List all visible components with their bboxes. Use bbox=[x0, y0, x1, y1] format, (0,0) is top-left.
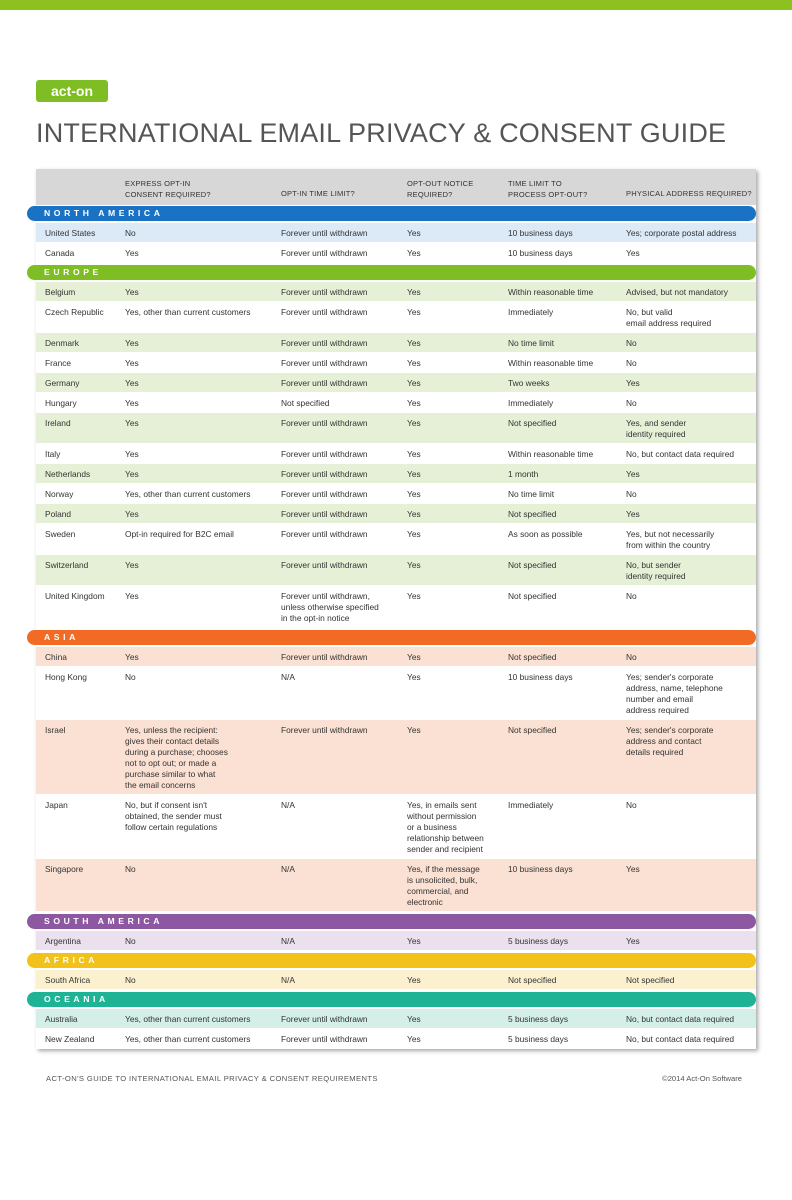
cell-express-opt-in: Yes bbox=[125, 248, 139, 258]
cell-country: Hungary bbox=[45, 398, 77, 408]
cell-express-opt-in: No bbox=[125, 228, 136, 238]
cell-express-opt-in: Yes bbox=[125, 591, 139, 601]
cell-physical-address: Yes; corporate postal address bbox=[626, 228, 737, 238]
cell-opt-in-time-limit: N/A bbox=[281, 975, 295, 985]
cell-opt-out-notice: Yes bbox=[407, 248, 421, 258]
header-opt-in-time-limit: OPT-IN TIME LIMIT? bbox=[281, 189, 355, 198]
table-row bbox=[36, 333, 756, 353]
cell-opt-out-time-limit: As soon as possible bbox=[508, 529, 583, 539]
cell-country: Sweden bbox=[45, 529, 76, 539]
cell-opt-in-time-limit: Forever until withdrawn bbox=[281, 287, 368, 297]
cell-opt-out-notice: Yes bbox=[407, 1034, 421, 1044]
cell-opt-out-notice: Yes bbox=[407, 228, 421, 238]
header-express-opt-in: EXPRESS OPT-IN CONSENT REQUIRED? bbox=[125, 179, 211, 199]
cell-express-opt-in: Yes bbox=[125, 287, 139, 297]
header-opt-out-notice: OPT-OUT NOTICE REQUIRED? bbox=[407, 179, 474, 199]
cell-country: Japan bbox=[45, 800, 68, 810]
table-body bbox=[36, 206, 756, 1049]
cell-country: Denmark bbox=[45, 338, 79, 348]
cell-express-opt-in: No bbox=[125, 975, 136, 985]
cell-express-opt-in: Yes bbox=[125, 469, 139, 479]
header-country bbox=[36, 169, 116, 205]
table-row bbox=[36, 353, 756, 373]
cell-opt-in-time-limit: Forever until withdrawn bbox=[281, 418, 368, 428]
table-row bbox=[36, 282, 756, 302]
cell-physical-address: No bbox=[626, 338, 637, 348]
cell-express-opt-in: No bbox=[125, 672, 136, 682]
table-row bbox=[36, 720, 756, 795]
cell-opt-in-time-limit: Forever until withdrawn bbox=[281, 307, 368, 317]
table-row bbox=[36, 586, 756, 628]
cell-opt-out-time-limit: Not specified bbox=[508, 418, 557, 428]
header-time-limit-opt-out: TIME LIMIT TO PROCESS OPT-OUT? bbox=[508, 179, 588, 199]
cell-opt-in-time-limit: Forever until withdrawn bbox=[281, 529, 368, 539]
cell-opt-out-time-limit: 1 month bbox=[508, 469, 539, 479]
table-row bbox=[36, 859, 756, 912]
footer-copyright: ©2014 Act-On Software bbox=[662, 1074, 742, 1083]
cell-opt-out-time-limit: Within reasonable time bbox=[508, 358, 594, 368]
cell-physical-address: Yes; sender's corporate address and contact details required bbox=[626, 725, 714, 757]
cell-physical-address: No bbox=[626, 398, 637, 408]
cell-opt-in-time-limit: Forever until withdrawn bbox=[281, 1034, 368, 1044]
table-row bbox=[36, 647, 756, 667]
table-row bbox=[36, 555, 756, 586]
cell-physical-address: No bbox=[626, 489, 637, 499]
cell-opt-in-time-limit: Forever until withdrawn bbox=[281, 338, 368, 348]
cell-opt-out-notice: Yes bbox=[407, 652, 421, 662]
cell-physical-address: Yes bbox=[626, 509, 640, 519]
cell-country: Singapore bbox=[45, 864, 84, 874]
cell-express-opt-in: Yes, other than current customers bbox=[125, 489, 251, 499]
cell-country: United Kingdom bbox=[45, 591, 105, 601]
cell-country: Australia bbox=[45, 1014, 78, 1024]
table-row bbox=[36, 484, 756, 504]
cell-opt-out-notice: Yes bbox=[407, 560, 421, 570]
cell-express-opt-in: No bbox=[125, 936, 136, 946]
cell-country: Argentina bbox=[45, 936, 81, 946]
cell-opt-out-notice: Yes bbox=[407, 509, 421, 519]
table-row bbox=[36, 504, 756, 524]
cell-opt-out-time-limit: 5 business days bbox=[508, 936, 569, 946]
cell-opt-in-time-limit: Forever until withdrawn bbox=[281, 228, 368, 238]
cell-express-opt-in: No bbox=[125, 864, 136, 874]
cell-physical-address: Yes, and sender identity required bbox=[626, 418, 687, 439]
cell-country: Netherlands bbox=[45, 469, 91, 479]
cell-opt-out-time-limit: Within reasonable time bbox=[508, 449, 594, 459]
cell-express-opt-in: Yes bbox=[125, 398, 139, 408]
cell-country: Switzerland bbox=[45, 560, 89, 570]
cell-physical-address: Yes, but not necessarily from within the country bbox=[626, 529, 715, 550]
table-row bbox=[36, 667, 756, 720]
cell-physical-address: Yes bbox=[626, 864, 640, 874]
table-header bbox=[36, 169, 756, 205]
cell-opt-out-notice: Yes bbox=[407, 358, 421, 368]
cell-country: China bbox=[45, 652, 67, 662]
cell-opt-out-notice: Yes bbox=[407, 975, 421, 985]
cell-express-opt-in: Yes, unless the recipient: gives their contact details during a purchase; chooses not to opt out; or made a purchase similar to what the email concerns bbox=[125, 725, 228, 790]
table-row bbox=[36, 243, 756, 263]
cell-opt-in-time-limit: Forever until withdrawn bbox=[281, 358, 368, 368]
cell-opt-in-time-limit: Forever until withdrawn bbox=[281, 248, 368, 258]
cell-opt-in-time-limit: Forever until withdrawn bbox=[281, 652, 368, 662]
cell-country: Germany bbox=[45, 378, 80, 388]
cell-express-opt-in: Yes bbox=[125, 652, 139, 662]
cell-country: United States bbox=[45, 228, 96, 238]
region-band-europe: EUROPE bbox=[27, 265, 756, 280]
cell-opt-out-notice: Yes bbox=[407, 489, 421, 499]
cell-opt-in-time-limit: N/A bbox=[281, 864, 295, 874]
cell-country: Israel bbox=[45, 725, 66, 735]
cell-opt-in-time-limit: Forever until withdrawn bbox=[281, 1014, 368, 1024]
cell-opt-out-time-limit: Two weeks bbox=[508, 378, 550, 388]
cell-express-opt-in: Yes, other than current customers bbox=[125, 1014, 251, 1024]
top-accent-bar bbox=[0, 0, 792, 10]
page-title: INTERNATIONAL EMAIL PRIVACY & CONSENT GUIDE bbox=[36, 118, 727, 148]
cell-physical-address: No, but contact data required bbox=[626, 1014, 735, 1024]
cell-opt-out-time-limit: Not specified bbox=[508, 975, 557, 985]
cell-express-opt-in: Yes bbox=[125, 338, 139, 348]
region-band-africa: AFRICA bbox=[27, 953, 756, 968]
cell-opt-out-time-limit: 5 business days bbox=[508, 1034, 569, 1044]
cell-opt-out-time-limit: 10 business days bbox=[508, 228, 573, 238]
cell-physical-address: No bbox=[626, 591, 637, 601]
cell-country: Ireland bbox=[45, 418, 71, 428]
cell-express-opt-in: Yes bbox=[125, 378, 139, 388]
table-row bbox=[36, 444, 756, 464]
table-row bbox=[36, 795, 756, 859]
act-on-logo: act-on bbox=[36, 80, 108, 102]
cell-opt-out-time-limit: No time limit bbox=[508, 338, 555, 348]
cell-express-opt-in: No, but if consent isn't obtained, the sender must follow certain regulations bbox=[125, 800, 222, 832]
cell-opt-out-time-limit: 10 business days bbox=[508, 864, 573, 874]
cell-opt-in-time-limit: Forever until withdrawn bbox=[281, 725, 368, 735]
cell-opt-out-time-limit: Not specified bbox=[508, 725, 557, 735]
cell-physical-address: No bbox=[626, 652, 637, 662]
table-row bbox=[36, 373, 756, 393]
cell-express-opt-in: Yes bbox=[125, 449, 139, 459]
cell-opt-out-notice: Yes bbox=[407, 307, 421, 317]
cell-physical-address: Advised, but not mandatory bbox=[626, 287, 728, 297]
header-physical-address: PHYSICAL ADDRESS REQUIRED? bbox=[626, 189, 752, 198]
cell-opt-out-time-limit: Within reasonable time bbox=[508, 287, 594, 297]
cell-country: New Zealand bbox=[45, 1034, 95, 1044]
region-band-asia: ASIA bbox=[27, 630, 756, 645]
cell-express-opt-in: Yes bbox=[125, 509, 139, 519]
cell-opt-out-time-limit: Not specified bbox=[508, 509, 557, 519]
cell-country: Poland bbox=[45, 509, 72, 519]
cell-opt-out-time-limit: 10 business days bbox=[508, 672, 573, 682]
cell-opt-out-time-limit: Not specified bbox=[508, 591, 557, 601]
cell-physical-address: Not specified bbox=[626, 975, 675, 985]
cell-physical-address: No, but contact data required bbox=[626, 449, 735, 459]
cell-opt-out-notice: Yes bbox=[407, 469, 421, 479]
table-row bbox=[36, 413, 756, 444]
cell-opt-out-time-limit: Immediately bbox=[508, 307, 554, 317]
cell-physical-address: Yes bbox=[626, 469, 640, 479]
cell-physical-address: No, but valid email address required bbox=[626, 307, 712, 328]
cell-opt-out-time-limit: 10 business days bbox=[508, 248, 573, 258]
region-band-north-america: NORTH AMERICA bbox=[27, 206, 756, 221]
cell-opt-in-time-limit: N/A bbox=[281, 936, 295, 946]
cell-opt-in-time-limit: N/A bbox=[281, 800, 295, 810]
cell-express-opt-in: Yes bbox=[125, 358, 139, 368]
cell-physical-address: Yes bbox=[626, 378, 640, 388]
cell-express-opt-in: Opt-in required for B2C email bbox=[125, 529, 234, 539]
table-row bbox=[36, 524, 756, 555]
region-band-oceania: OCEANIA bbox=[27, 992, 756, 1007]
cell-physical-address: No, but sender identity required bbox=[626, 560, 686, 581]
cell-country: Italy bbox=[45, 449, 61, 459]
table-row bbox=[36, 1029, 756, 1049]
cell-opt-out-notice: Yes bbox=[407, 672, 421, 682]
region-band-south-america: SOUTH AMERICA bbox=[27, 914, 756, 929]
table-row bbox=[36, 1009, 756, 1029]
cell-opt-out-notice: Yes bbox=[407, 418, 421, 428]
cell-physical-address: No bbox=[626, 800, 637, 810]
cell-country: France bbox=[45, 358, 72, 368]
cell-express-opt-in: Yes, other than current customers bbox=[125, 1034, 251, 1044]
cell-opt-out-time-limit: Not specified bbox=[508, 652, 557, 662]
table-row bbox=[36, 393, 756, 413]
cell-opt-out-notice: Yes, if the message is unsolicited, bulk, commercial, and electronic bbox=[407, 864, 480, 907]
cell-country: Hong Kong bbox=[45, 672, 87, 682]
cell-opt-out-notice: Yes bbox=[407, 338, 421, 348]
footer-guide-title: ACT-ON'S GUIDE TO INTERNATIONAL EMAIL PRIVACY & CONSENT REQUIREMENTS bbox=[46, 1074, 378, 1083]
table-row bbox=[36, 931, 756, 951]
cell-opt-out-notice: Yes, in emails sent without permission or a business relationship between sender and recipient bbox=[407, 800, 484, 854]
cell-physical-address: Yes bbox=[626, 936, 640, 946]
cell-opt-in-time-limit: Forever until withdrawn bbox=[281, 378, 368, 388]
consent-guide-table bbox=[36, 169, 756, 1049]
cell-country: South Africa bbox=[45, 975, 91, 985]
cell-opt-out-notice: Yes bbox=[407, 398, 421, 408]
cell-opt-out-time-limit: Not specified bbox=[508, 560, 557, 570]
cell-opt-in-time-limit: Forever until withdrawn bbox=[281, 489, 368, 499]
cell-opt-out-time-limit: Immediately bbox=[508, 398, 554, 408]
cell-opt-in-time-limit: Forever until withdrawn, unless otherwise specified in the opt-in notice bbox=[281, 591, 379, 623]
cell-opt-in-time-limit: Forever until withdrawn bbox=[281, 449, 368, 459]
cell-country: Belgium bbox=[45, 287, 76, 297]
table-row bbox=[36, 970, 756, 990]
cell-opt-out-notice: Yes bbox=[407, 287, 421, 297]
cell-express-opt-in: Yes, other than current customers bbox=[125, 307, 251, 317]
cell-physical-address: No bbox=[626, 358, 637, 368]
cell-country: Canada bbox=[45, 248, 75, 258]
table-row bbox=[36, 223, 756, 243]
cell-express-opt-in: Yes bbox=[125, 418, 139, 428]
cell-opt-out-notice: Yes bbox=[407, 591, 421, 601]
table-row bbox=[36, 464, 756, 484]
cell-country: Czech Republic bbox=[45, 307, 104, 317]
cell-opt-out-time-limit: 5 business days bbox=[508, 1014, 569, 1024]
cell-express-opt-in: Yes bbox=[125, 560, 139, 570]
table-row bbox=[36, 302, 756, 333]
cell-opt-in-time-limit: N/A bbox=[281, 672, 295, 682]
cell-opt-in-time-limit: Forever until withdrawn bbox=[281, 509, 368, 519]
cell-opt-out-notice: Yes bbox=[407, 725, 421, 735]
cell-physical-address: Yes bbox=[626, 248, 640, 258]
cell-opt-out-notice: Yes bbox=[407, 449, 421, 459]
cell-opt-in-time-limit: Forever until withdrawn bbox=[281, 469, 368, 479]
cell-opt-in-time-limit: Not specified bbox=[281, 398, 330, 408]
cell-opt-out-notice: Yes bbox=[407, 936, 421, 946]
cell-opt-out-notice: Yes bbox=[407, 1014, 421, 1024]
cell-physical-address: Yes; sender's corporate address, name, telephone number and email address required bbox=[626, 672, 723, 715]
cell-opt-out-time-limit: Immediately bbox=[508, 800, 554, 810]
cell-opt-out-notice: Yes bbox=[407, 378, 421, 388]
cell-opt-out-time-limit: No time limit bbox=[508, 489, 555, 499]
cell-opt-out-notice: Yes bbox=[407, 529, 421, 539]
cell-opt-in-time-limit: Forever until withdrawn bbox=[281, 560, 368, 570]
cell-physical-address: No, but contact data required bbox=[626, 1034, 735, 1044]
cell-country: Norway bbox=[45, 489, 74, 499]
